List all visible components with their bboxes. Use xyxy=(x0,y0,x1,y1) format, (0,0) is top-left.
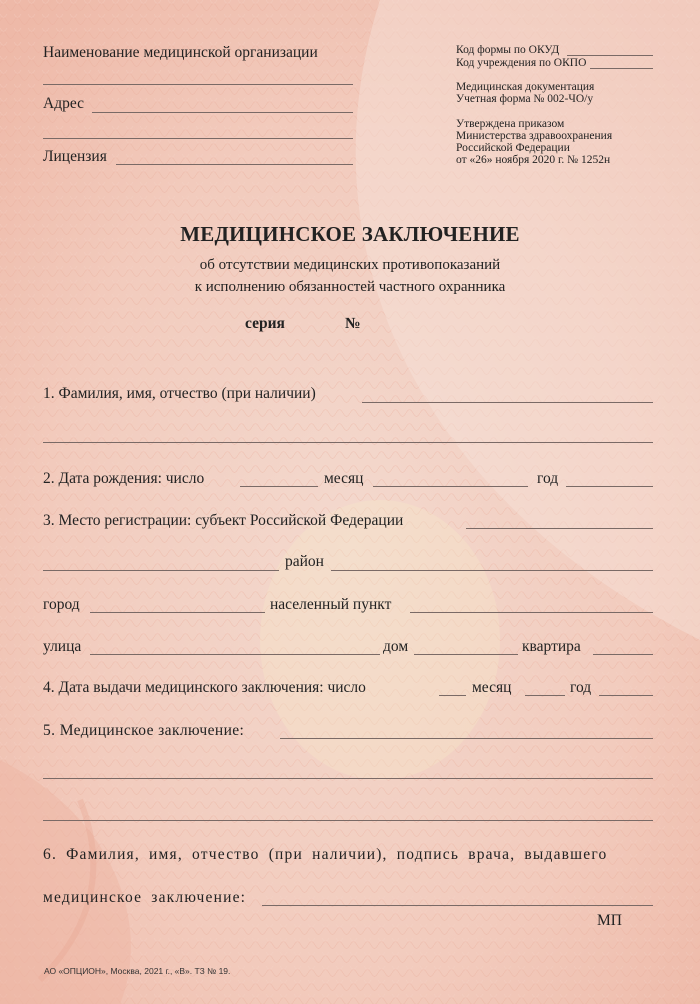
field3-house-line[interactable] xyxy=(414,654,518,655)
document-subtitle-1: об отсутствии медицинских противопоказаний xyxy=(199,257,501,273)
approved-line1: Утверждена приказом xyxy=(456,118,565,130)
license-label: Лицензия xyxy=(43,148,107,165)
field5-line-2[interactable] xyxy=(43,778,653,779)
field2-label: 2. Дата рождения: число xyxy=(43,470,205,487)
license-line[interactable] xyxy=(116,164,353,165)
field4-month-line[interactable] xyxy=(525,695,565,696)
field6-signature-line[interactable] xyxy=(262,905,653,906)
field6-label-2: медицинское заключение: xyxy=(43,889,247,906)
field5-line-3[interactable] xyxy=(43,820,653,821)
field4-month-label: месяц xyxy=(472,679,512,696)
field3-street-line[interactable] xyxy=(90,654,380,655)
field1-line-1[interactable] xyxy=(362,402,653,403)
org-name-line[interactable] xyxy=(43,84,353,85)
approved-line4: от «26» ноября 2020 г. № 1252н xyxy=(456,154,611,166)
field1-label: 1. Фамилия, имя, отчество (при наличии) xyxy=(43,385,316,402)
field3-settlement-line[interactable] xyxy=(410,612,653,613)
publisher-imprint: АО «ОПЦИОН», Москва, 2021 г., «В». ТЗ № 19. xyxy=(44,966,231,976)
okud-line[interactable] xyxy=(567,55,653,56)
field5-line-1[interactable] xyxy=(280,738,653,739)
stamp-place-label: МП xyxy=(597,912,622,929)
field2-month-label: месяц xyxy=(324,470,364,487)
document-title: МЕДИЦИНСКОЕ ЗАКЛЮЧЕНИЕ xyxy=(180,222,520,246)
field4-year-line[interactable] xyxy=(599,695,653,696)
document-subtitle-2: к исполнению обязанностей частного охранника xyxy=(194,279,506,295)
field2-year-label: год xyxy=(537,470,559,487)
doc-type-line1: Медицинская документация xyxy=(456,81,595,93)
okpo-line[interactable] xyxy=(590,68,653,69)
field4-year-label: год xyxy=(570,679,592,696)
field3-apartment-line[interactable] xyxy=(593,654,653,655)
org-name-label: Наименование медицинской организации xyxy=(43,44,318,61)
field2-year-line[interactable] xyxy=(566,486,653,487)
okpo-label: Код учреждения по ОКПО xyxy=(456,57,587,69)
address-line-1[interactable] xyxy=(92,112,353,113)
field3-district-line[interactable] xyxy=(331,570,653,571)
address-label: Адрес xyxy=(43,95,84,112)
field4-label: 4. Дата выдачи медицинского заключения: число xyxy=(43,679,366,696)
series-label: серия xyxy=(245,315,285,332)
field3-city-label: город xyxy=(43,596,80,613)
address-line-2[interactable] xyxy=(43,138,353,139)
field3-street-label: улица xyxy=(43,638,82,655)
field3-settlement-label: населенный пункт xyxy=(270,596,392,613)
doc-type-line2: Учетная форма № 002-ЧО/у xyxy=(456,93,594,105)
field6-label: 6. Фамилия, имя, отчество (при наличии), подпись врача, выдавшего xyxy=(43,846,608,863)
approved-line2: Министерства здравоохранения xyxy=(456,130,613,142)
okud-label: Код формы по ОКУД xyxy=(456,44,560,56)
field3-apartment-label: квартира xyxy=(522,638,581,655)
approved-line3: Российской Федерации xyxy=(456,142,570,154)
field3-district-line-before[interactable] xyxy=(43,570,279,571)
field1-line-2[interactable] xyxy=(43,442,653,443)
field4-day-line[interactable] xyxy=(439,695,466,696)
field5-label: 5. Медицинское заключение: xyxy=(43,722,245,739)
field3-house-label: дом xyxy=(383,638,409,655)
field2-day-line[interactable] xyxy=(240,486,318,487)
field3-label: 3. Место регистрации: субъект Российской Федерации xyxy=(43,512,404,529)
field3-city-line[interactable] xyxy=(90,612,265,613)
field3-district-label: район xyxy=(285,553,324,570)
field2-month-line[interactable] xyxy=(373,486,528,487)
number-label: № xyxy=(345,315,361,332)
field3-subject-line[interactable] xyxy=(466,528,653,529)
